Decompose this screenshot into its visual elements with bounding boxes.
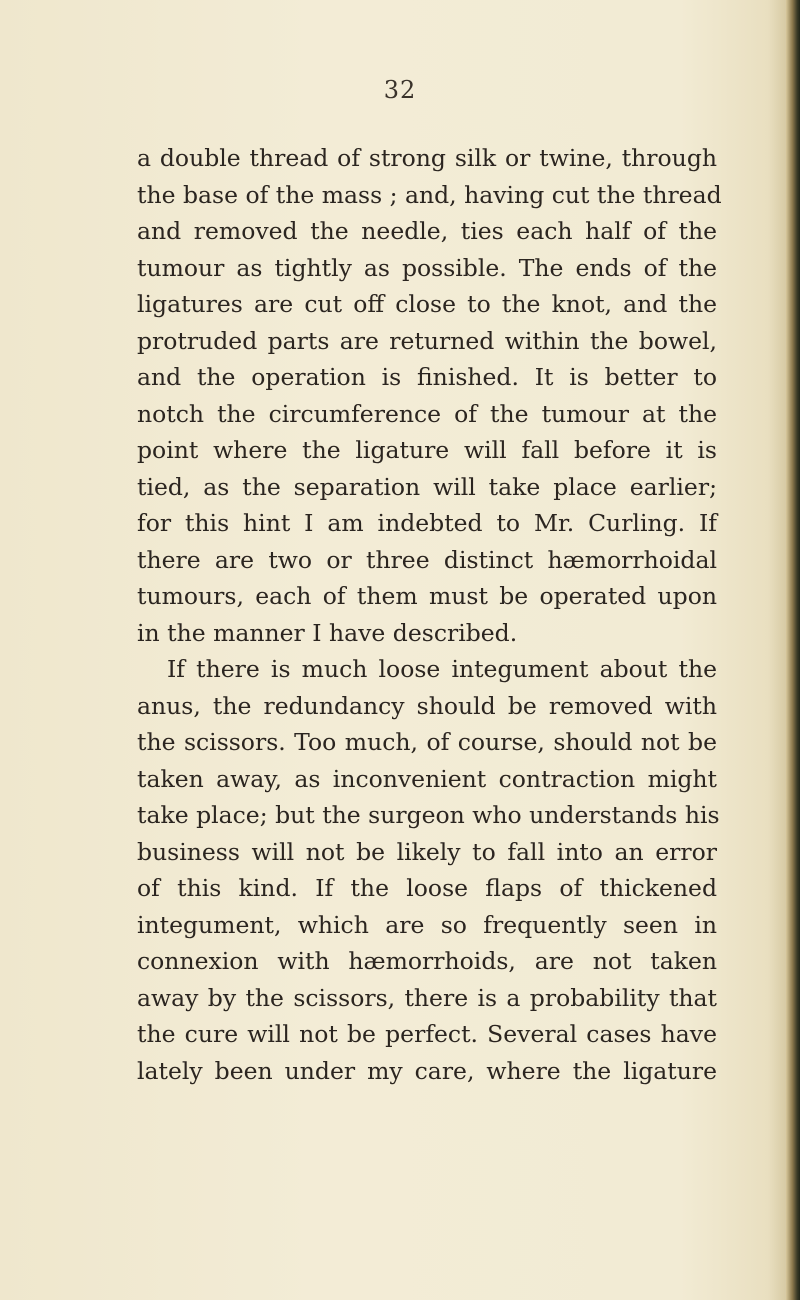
- text-line: tumours, each of them must be operated upon: [137, 582, 717, 610]
- text-line: ligatures are cut off close to the knot, and the: [137, 290, 717, 318]
- text-line: for this hint I am indebted to Mr. Curling. If: [137, 509, 717, 537]
- body-text: [137, 140, 722, 1089]
- page-number: 32: [383, 76, 417, 104]
- text-line: point where the ligature will fall before it is: [137, 436, 717, 464]
- text-line: take place; but the surgeon who understands his: [137, 801, 720, 829]
- text-line: in the manner I have described.: [137, 618, 518, 647]
- text-line: there are two or three distinct hæmorrhoidal: [137, 545, 717, 574]
- text-line: tumour as tightly as possible. The ends of the: [137, 253, 717, 282]
- text-line: business will not be likely to fall into an error: [137, 837, 717, 866]
- text-line: protruded parts are returned within the bowel,: [137, 326, 717, 355]
- text-line: the cure will not be perfect. Several cases have: [137, 1020, 717, 1048]
- text-line: notch the circumference of the tumour at the: [137, 399, 717, 428]
- page-spine-edge: [786, 0, 800, 1300]
- text-line: and removed the needle, ties each half of the: [137, 217, 717, 245]
- text-line: and the operation is finished. It is better to: [137, 363, 717, 391]
- text-line: anus, the redundancy should be removed with: [137, 691, 717, 720]
- text-line: a double thread of strong silk or twine, through: [137, 144, 717, 172]
- text-line: connexion with hæmorrhoids, are not taken: [137, 947, 717, 975]
- text-line: tied, as the separation will take place earlier;: [137, 472, 717, 501]
- text-line: the scissors. Too much, of course, should not be: [137, 728, 717, 756]
- text-line: of this kind. If the loose flaps of thickened: [137, 874, 717, 902]
- paragraph-start-line: If there is much loose integument about the: [167, 655, 717, 683]
- text-line: away by the scissors, there is a probability that: [137, 983, 717, 1012]
- text-line: taken away, as inconvenient contraction might: [137, 764, 717, 793]
- text-line: integument, which are so frequently seen in: [137, 910, 717, 939]
- text-line: lately been under my care, where the ligature: [137, 1056, 717, 1085]
- text-line: the base of the mass ; and, having cut the thread: [137, 180, 722, 209]
